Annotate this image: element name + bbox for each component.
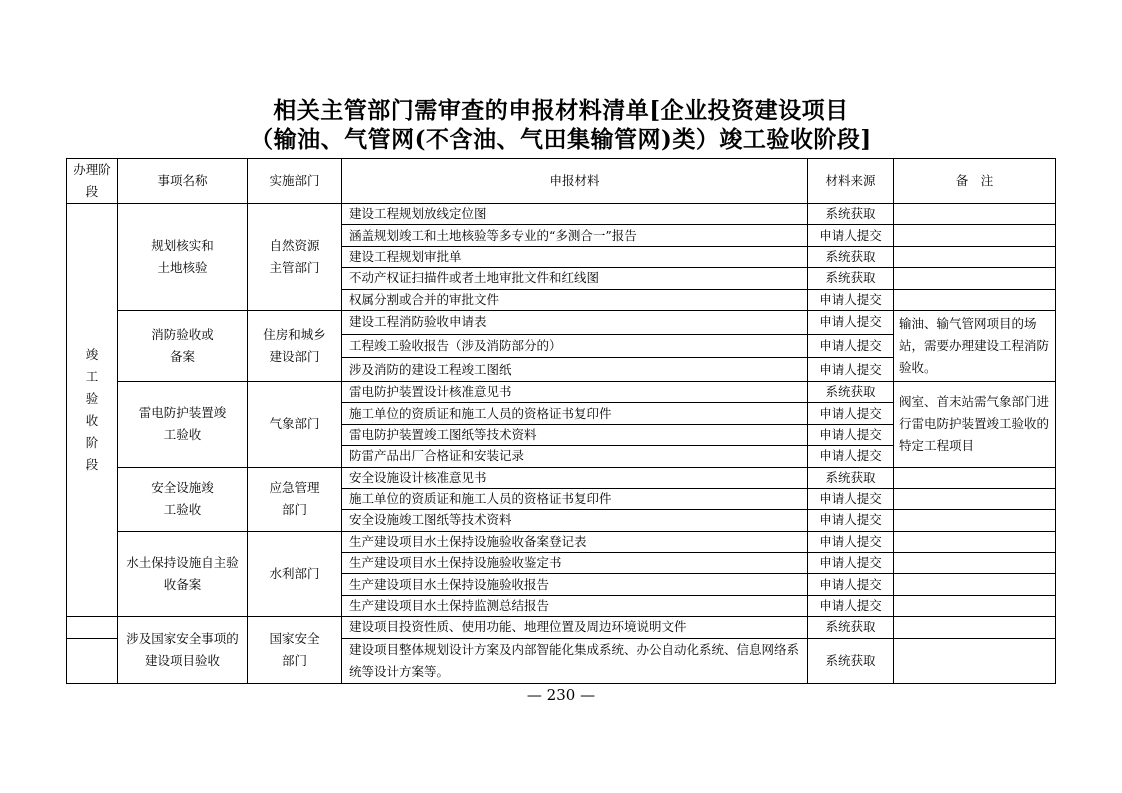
- stage-cell: 竣工验收阶段: [67, 204, 118, 617]
- material-cell: 建设项目投资性质、使用功能、地理位置及周边环境说明文件: [342, 617, 808, 638]
- material-cell: 涵盖规划竣工和土地核验等多专业的“多测合一”报告: [342, 225, 808, 246]
- header-source: 材料来源: [808, 159, 894, 204]
- item-cell: 消防验收或备案: [118, 310, 248, 381]
- source-cell: 申请人提交: [808, 446, 894, 467]
- document-title-line2: （输油、气管网(不含油、气田集输管网)类）竣工验收阶段]: [250, 126, 872, 153]
- dept-cell: 应急管理部门: [248, 467, 342, 531]
- material-cell: 生产建设项目水土保持监测总结报告: [342, 595, 808, 616]
- source-cell: 申请人提交: [808, 289, 894, 310]
- source-cell: 申请人提交: [808, 510, 894, 531]
- document-title-line1: 相关主管部门需审查的申报材料清单[企业投资建设项目: [273, 97, 849, 124]
- table-row: [67, 617, 1056, 638]
- note-cell: [894, 246, 1056, 267]
- source-cell: 系统获取: [808, 467, 894, 488]
- material-cell: 生产建设项目水土保持设施验收鉴定书: [342, 553, 808, 574]
- material-cell: 安全设施竣工图纸等技术资料: [342, 510, 808, 531]
- table-header-row: [67, 159, 1056, 204]
- material-cell: 施工单位的资质证和施工人员的资格证书复印件: [342, 403, 808, 424]
- source-cell: 申请人提交: [808, 310, 894, 334]
- material-cell: 防雷产品出厂合格证和安装记录: [342, 446, 808, 467]
- source-cell: 申请人提交: [808, 574, 894, 595]
- dept-cell: 水利部门: [248, 531, 342, 617]
- note-cell: [894, 467, 1056, 488]
- dept-cell: 国家安全部门: [248, 617, 342, 683]
- note-cell: [894, 268, 1056, 289]
- note-cell: [894, 488, 1056, 509]
- note-cell: 输油、输气管网项目的场站，需要办理建设工程消防验收。: [894, 310, 1056, 381]
- header-dept: 实施部门: [248, 159, 342, 204]
- header-material: 申报材料: [342, 159, 808, 204]
- source-cell: 申请人提交: [808, 531, 894, 552]
- source-cell: 系统获取: [808, 268, 894, 289]
- dept-cell: 自然资源主管部门: [248, 204, 342, 311]
- source-cell: 申请人提交: [808, 595, 894, 616]
- item-cell: 规划核实和土地核验: [118, 204, 248, 311]
- material-cell: 生产建设项目水土保持设施验收报告: [342, 574, 808, 595]
- source-cell: 申请人提交: [808, 488, 894, 509]
- source-cell: 系统获取: [808, 381, 894, 402]
- note-cell: [894, 553, 1056, 574]
- table-row: [67, 467, 1056, 488]
- material-cell: 建设工程规划放线定位图: [342, 204, 808, 225]
- material-cell: 雷电防护装置竣工图纸等技术资料: [342, 424, 808, 445]
- note-cell: [894, 531, 1056, 552]
- note-cell: [894, 289, 1056, 310]
- material-cell: 权属分割或合并的审批文件: [342, 289, 808, 310]
- stage-cell-empty: [67, 617, 118, 638]
- material-cell: 安全设施设计核准意见书: [342, 467, 808, 488]
- note-cell: [894, 574, 1056, 595]
- table-row: [67, 204, 1056, 225]
- note-cell: [894, 225, 1056, 246]
- page-number: — 230 —: [526, 686, 596, 704]
- material-cell: 雷电防护装置设计核准意见书: [342, 381, 808, 402]
- material-cell: 建设工程消防验收申请表: [342, 310, 808, 334]
- source-cell: 申请人提交: [808, 403, 894, 424]
- item-cell: 涉及国家安全事项的建设项目验收: [118, 617, 248, 683]
- dept-cell: 住房和城乡建设部门: [248, 310, 342, 381]
- material-cell: 施工单位的资质证和施工人员的资格证书复印件: [342, 488, 808, 509]
- table-row: [67, 531, 1056, 552]
- source-cell: 系统获取: [808, 204, 894, 225]
- note-cell: [894, 204, 1056, 225]
- material-cell: 建设工程规划审批单: [342, 246, 808, 267]
- source-cell: 申请人提交: [808, 553, 894, 574]
- header-stage: 办理阶段: [67, 159, 118, 204]
- source-cell: 系统获取: [808, 246, 894, 267]
- dept-cell: 气象部门: [248, 381, 342, 467]
- source-cell: 申请人提交: [808, 225, 894, 246]
- item-cell: 水土保持设施自主验收备案: [118, 531, 248, 617]
- note-cell: [894, 510, 1056, 531]
- note-cell: 阀室、首末站需气象部门进行雷电防护装置竣工验收的特定工程项目: [894, 381, 1056, 467]
- source-cell: 申请人提交: [808, 424, 894, 445]
- materials-table: [66, 158, 1056, 684]
- item-cell: 安全设施竣工验收: [118, 467, 248, 531]
- note-cell: [894, 617, 1056, 638]
- header-item: 事项名称: [118, 159, 248, 204]
- source-cell: 申请人提交: [808, 358, 894, 382]
- note-cell: [894, 595, 1056, 616]
- note-cell: [894, 638, 1056, 683]
- material-cell: 涉及消防的建设工程竣工图纸: [342, 358, 808, 382]
- table-row: [67, 310, 1056, 334]
- source-cell: 申请人提交: [808, 334, 894, 358]
- header-note: 备 注: [894, 159, 1056, 204]
- material-cell: 工程竣工验收报告（涉及消防部分的）: [342, 334, 808, 358]
- source-cell: 系统获取: [808, 617, 894, 638]
- material-cell: 建设项目整体规划设计方案及内部智能化集成系统、办公自动化系统、信息网络系统等设计方案等。: [342, 638, 808, 683]
- material-cell: 生产建设项目水土保持设施验收备案登记表: [342, 531, 808, 552]
- source-cell: 系统获取: [808, 638, 894, 683]
- table-row: [67, 381, 1056, 402]
- stage-cell-empty: [67, 638, 118, 683]
- material-cell: 不动产权证扫描件或者土地审批文件和红线图: [342, 268, 808, 289]
- item-cell: 雷电防护装置竣工验收: [118, 381, 248, 467]
